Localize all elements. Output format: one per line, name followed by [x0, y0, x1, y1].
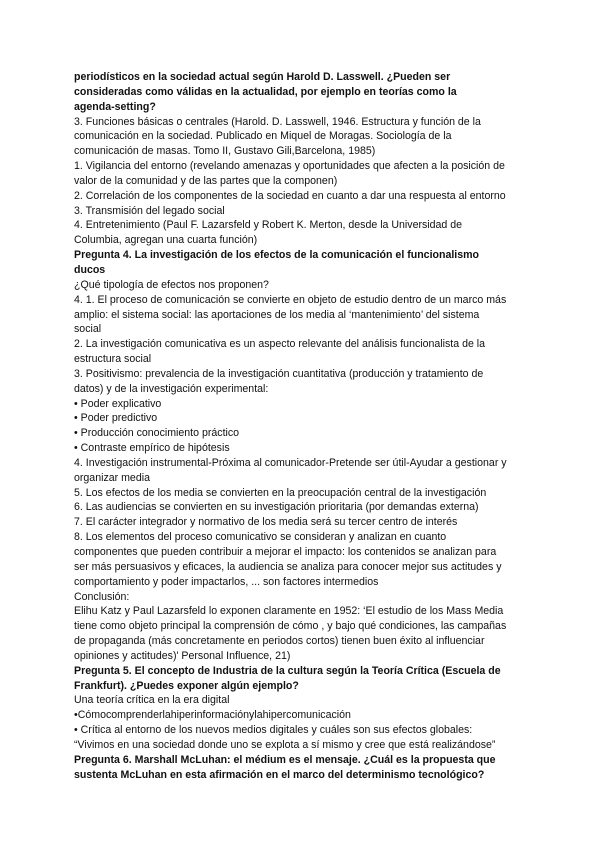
text-line: Elihu Katz y Paul Lazarsfeld lo exponen claramente en 1952: ‘El estudio de los Mass Media	[74, 605, 504, 618]
heading-line: ducos	[74, 263, 106, 276]
text-line: 4. Investigación instrumental-Próxima al comunicador-Pretende ser útil-Ayudar a gestionar y	[74, 456, 507, 469]
heading-line: consideradas como válidas en la actualidad, por ejemplo en teorías como la	[74, 85, 457, 98]
text-line: comunicación en la sociedad. Publicado en Miquel de Moragas. Sociología de la	[74, 130, 452, 143]
text-line: 1. Vigilancia del entorno (revelando amenazas y oportunidades que afecten a la posición de	[74, 160, 505, 173]
text-line: 4. 1. El proceso de comunicación se convierte en objeto de estudio dentro de un marco más	[74, 293, 507, 306]
text-line: • Poder explicativo	[74, 397, 162, 410]
text-line: 5. Los efectos de los media se convierten en la preocupación central de la investigación	[74, 486, 487, 499]
text-line: • Crítica al entorno de los nuevos medios digitales y cuáles son sus efectos globales:	[74, 724, 473, 737]
text-line: • Contraste empírico de hipótesis	[74, 442, 230, 455]
text-line: estructura social	[74, 353, 152, 366]
text-line: ser más persuasivos y eficaces, la audiencia se analiza para conocer mejor sus actitudes y	[74, 560, 502, 573]
text-line: 2. Correlación de los componentes de la sociedad en cuanto a dar una respuesta al entorno	[74, 189, 506, 202]
text-line: 3. Funciones básicas o centrales (Harold. D. Lasswell, 1946. Estructura y función de la	[74, 115, 481, 128]
text-line: 3. Positivismo: prevalencia de la investigación cuantitativa (producción y tratamiento de	[74, 367, 484, 380]
text-line: comportamiento y poder impactarlos, ... son factores intermedios	[74, 575, 379, 588]
text-line: tiene como objeto principal la comprensión de cómo , y bajo qué condiciones, las campañas	[74, 620, 507, 633]
text-line: datos) y de la investigación experimental:	[74, 382, 269, 395]
text-line: Conclusión:	[74, 590, 130, 603]
text-line: Una teoría crítica en la era digital	[74, 694, 230, 707]
heading-line: sustenta McLuhan en esta afirmación en el marco del determinismo tecnológico?	[74, 768, 485, 781]
text-line: “Vivimos en una sociedad donde uno se explota a sí mismo y cree que está realizándose”	[74, 738, 496, 751]
text-line: opiniones y actitudes)' Personal Influence, 21)	[74, 649, 291, 662]
heading-line: periodísticos en la sociedad actual según Harold D. Lasswell. ¿Pueden ser	[74, 71, 451, 83]
text-line: • Poder predictivo	[74, 412, 158, 425]
heading-line: agenda-setting?	[74, 100, 156, 113]
heading-line: Pregunta 4. La investigación de los efectos de la comunicación el funcionalismo	[74, 249, 480, 262]
text-line: de propaganda (más concretamente en periodos cortos) tienen buen éxito al influenciar	[74, 635, 485, 648]
text-line: 3. Transmisión del legado social	[74, 204, 225, 217]
text-line: amplio: el sistema social: las aportaciones de los media al ‘mantenimiento’ del sistema	[74, 308, 480, 321]
heading-line: Frankfurt). ¿Puedes exponer algún ejemplo?	[74, 679, 299, 692]
text-line: Columbia, agregan una cuarta función)	[74, 234, 258, 247]
text-line: 2. La investigación comunicativa es un aspecto relevante del análisis funcionalista de la	[74, 338, 486, 351]
text-line: •Cómocomprenderlahiperinformaciónylahipercomunicación	[74, 709, 351, 722]
heading-line: Pregunta 6. Marshall McLuhan: el médium es el mensaje. ¿Cuál es la propuesta que	[74, 753, 496, 766]
text-line: social	[74, 323, 102, 336]
heading-line: Pregunta 5. El concepto de Industria de la cultura según la Teoría Crítica (Escuela de	[74, 664, 501, 677]
text-line: comunicación de masas. Tomo II, Gustavo Gili,Barcelona, 1985)	[74, 145, 376, 158]
text-line: valor de la comunidad y de las partes que la componen)	[74, 174, 338, 187]
document-body	[74, 70, 536, 783]
text-line: 7. El carácter integrador y normativo de los media será su tercer centro de interés	[74, 516, 458, 529]
text-line: 4. Entretenimiento (Paul F. Lazarsfeld y Robert K. Merton, desde la Universidad de	[74, 219, 463, 232]
text-line: 8. Los elementos del proceso comunicativo se consideran y analizan en cuanto	[74, 531, 447, 544]
text-line: • Producción conocimiento práctico	[74, 427, 240, 440]
text-line: organizar media	[74, 471, 150, 484]
text-line: componentes que pueden contribuir a mejorar el impacto: los contenidos se analizan para	[74, 546, 497, 558]
text-line: 6. Las audiencias se convierten en su investigación prioritaria (por demandas externa)	[74, 501, 479, 514]
text-line: ¿Qué tipología de efectos nos proponen?	[74, 278, 269, 291]
